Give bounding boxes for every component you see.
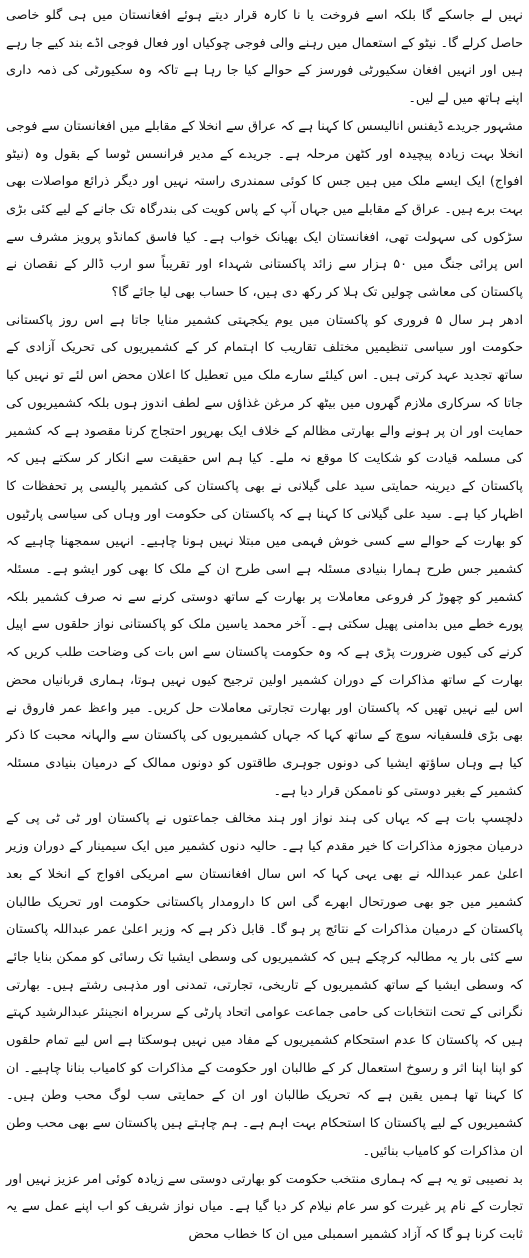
paragraph-1: نہیں لے جاسکے گا بلکہ اسے فروخت یا نا کارہ قرار دیتے ہوئے افغانستان میں ہی گلو خاصی حاصل کرلے گا۔ نیٹو کے استعمال میں رہنے والی فوجی چوکیاں اور فعال فوجی اڈے بند کیے جا رہے ہیں اور انہیں افغان سکیورٹی فورسز کے حوالے کیا جا رہا ہے تاکہ وہ سکیورٹی کی ذمہ داری اپنے ہاتھ میں لے لیں۔ [6,8,523,107]
paragraph-3: ادھر ہر سال ۵ فروری کو پاکستان میں یوم یکجہتی کشمیر منایا جاتا ہے اس روز پاکستانی حکومت اور سیاسی تنظیمیں مختلف تقاریب کا اہتمام کر کے کشمیریوں کی تحریک آزادی کے ساتھ تجدید عہد کرتی ہیں۔ اس کیلئے سارے ملک میں تعطیل کا اعلان محض اس لئے تو نہیں کیا جاتا کہ سرکاری ملازم گھروں میں بیٹھ کر مرغن غذاؤں سے لطف اندوز ہوں بلکہ کشمیریوں کی حمایت اور ان پر ہونے والے بھارتی مظالم کے خلاف ایک بھرپور احتجاج کرنا مقصود ہے کہ کشمیر کی مسلمہ قیادت کو شکایت کا موقع نہ ملے۔ کیا ہم اس حقیقت سے انکار کر سکتے ہیں کہ پاکستان کے دیرینہ حمایتی سید علی گیلانی نے بھی پاکستان کی کشمیر پالیسی پر تحفظات کا اظہار کیا ہے۔ سید علی گیلانی کا کہنا ہے کہ پاکستان کی حکومت اور وہاں کی سیاسی پارٹیوں کو بھارت کے حوالے سے کسی خوش فہمی میں مبتلا نہیں ہونا چاہیے۔ انہیں سمجھنا چاہیے کہ کشمیر جس طرح ہمارا بنیادی مسئلہ ہے اسی طرح ان کے ملک کا بھی کور ایشو ہے۔ مسئلہ کشمیر کو چھوڑ کر فروعی معاملات پر بھارت کے ساتھ دوستی کرنے سے نہ صرف کشمیر بلکہ پورے خطے میں بدامنی پھیل سکتی ہے۔ آخر محمد یاسین ملک کو پاکستانی نواز حلقوں سے اپیل کرنے کی کیوں ضرورت پڑی ہے کہ وہ حکومت پاکستان سے اس بات کی وضاحت طلب کریں کہ بھارت کے ساتھ مذاکرات کے دوران کشمیر اولین ترجیح کیوں نہیں ہوتا، ہماری قربانیاں محض اس لیے نہیں تھیں کہ پاکستان اور بھارت تجارتی معاملات حل کریں۔ میر واعظ عمر فاروق نے بھی بڑی فلسفیانہ سوچ کے ساتھ کہا کہ جہاں کشمیریوں کی پاکستان سے والہانہ محبت کا ذکر کیا ہے وہاں ساؤتھ ایشیا کی دونوں جوہری طاقتوں کو دونوں ممالک کے درمیان بنیادی مسئلہ کشمیر کے بغیر دوستی کو ناممکن قرار دیا ہے۔ [6,312,524,799]
paragraph-5: بد نصیبی تو یہ ہے کہ ہماری منتخب حکومت کو بھارتی دوستی سے زیادہ کوئی امر عزیز نہیں اور تجارت کے نام پر غیرت کو سر عام نیلام کر دیا گیا ہے۔ میاں نواز شریف کو اب اپنے عمل سے یہ ثابت کرنا ہو گا کہ آزاد کشمیر اسمبلی میں ان کا خطاب محض [6,1171,523,1242]
article-body [6,2,523,1249]
paragraph-4: دلچسپ بات ہے کہ یہاں کی ہند نواز اور ہند مخالف جماعتوں نے پاکستان اور ٹی ٹی پی کے درمیان مجوزہ مذاکرات کا خیر مقدم کیا ہے۔ حالیہ دنوں کشمیر میں ایک سیمینار کے دوران وزیر اعلیٰ عمر عبداللہ نے بھی یہی کہا کہ اس سال افغانستان سے امریکی افواج کے انخلا کے بعد کشمیر میں جو بھی صورتحال ابھرے گی اس کا دارومدار پاکستانی حکومت اور تحریک طالبان پاکستان کے درمیان مذاکرات کے نتائج پر ہو گا۔ قابل ذکر ہے کہ وزیر اعلیٰ عمر عبداللہ پاکستان سے کئی بار یہ مطالبہ کرچکے ہیں کہ کشمیریوں کی وسطی ایشیا تک رسائی کو ممکن بنایا جائے کہ وسطی ایشیا کے ساتھ کشمیریوں کے تاریخی، تجارتی، تمدنی اور مذہبی رشتے ہیں۔ بھارتی نگرانی کے تحت انتخابات کی حامی جماعت عوامی اتحاد پارٹی کے سربراہ انجینئر عبدالرشید کہتے ہیں کہ پاکستان کا عدم استحکام کشمیریوں کے مفاد میں نہیں ہوسکتا ہے اس لیے تمام حلقوں کو اپنا اپنا اثر و رسوخ استعمال کر کے طالبان اور حکومت کے مذاکرات کو کامیاب بنانا چاہیے۔ ان کا کہنا تھا ہمیں یقین ہے کہ تحریک طالبان اور ان کے حمایتی سب لوگ محب وطن ہیں۔ کشمیریوں کے لیے پاکستان کا استحکام بہت اہم ہے۔ ہم چاہتے ہیں پاکستان سے بھی محب وطن ان مذاکرات کو کامیاب بنائیں۔ [6,811,523,1159]
paragraph-2: مشہور جریدے ڈیفنس انالیسس کا کہنا ہے کہ عراق سے انخلا کے مقابلے میں افغانستان سے فوجی انخلا بہت زیادہ پیچیدہ اور کٹھن مرحلہ ہے۔ جریدے کے مدیر فرانسس ٹوسا کے بقول وہ (نیٹو افواج) ایک ایسے ملک میں ہیں جس کا کوئی سمندری راستہ نہیں اور دیگر ذرائع مواصلات بھی بہت برے ہیں۔ عراق کے مقابلے میں جہاں آپ کے پاس کویت کی بندرگاہ تک جانے کے لیے کئی بڑی سڑکوں کی سہولت تھی، افغانستان ایک بھیانک خواب ہے۔ کیا فاسق کمانڈو پرویز مشرف سے اس پرائی جنگ میں ۵۰ ہزار سے زائد پاکستانی شہداء اور تقریباً سو ارب ڈالر کے نقصان نے پاکستان کی معاشی چولیں تک ہلا کر رکھ دی ہیں، کا حساب بھی لیا جائے گا؟ [6,118,523,301]
